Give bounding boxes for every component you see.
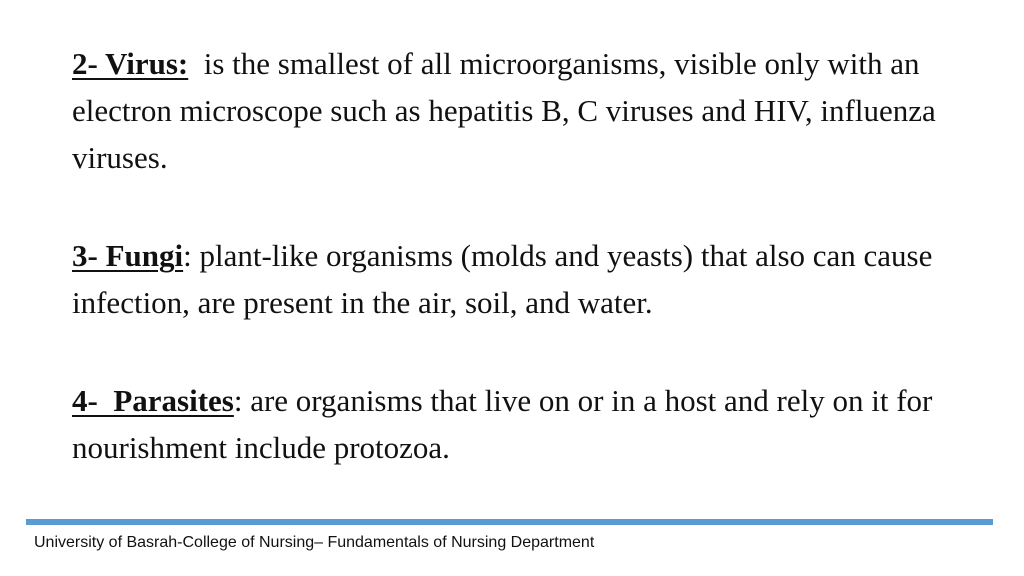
definition-parasites: : are organisms that live on or in a host and rely on it for nourishment include protozoa. [72,383,933,465]
definition-virus: is the smallest of all microorganisms, visible only with an electron microscope such as hepatitis B, C viruses and HIV, influenza viruses. [72,46,936,175]
term-fungi: 3- Fungi [72,238,184,273]
paragraph-virus [72,40,972,181]
definition-fungi: : plant-like organisms (molds and yeasts) that also can cause infection, are present in the air, soil, and water. [72,238,933,320]
slide-body [72,40,972,522]
term-virus: 2- Virus: [72,46,189,81]
paragraph-parasites [72,377,972,471]
footer-divider [26,519,993,525]
term-separator [188,46,204,81]
term-parasites: 4- Parasites [72,383,234,418]
footer-text: University of Basrah-College of Nursing– Fundamentals of Nursing Department [34,534,595,551]
paragraph-fungi [72,232,972,326]
